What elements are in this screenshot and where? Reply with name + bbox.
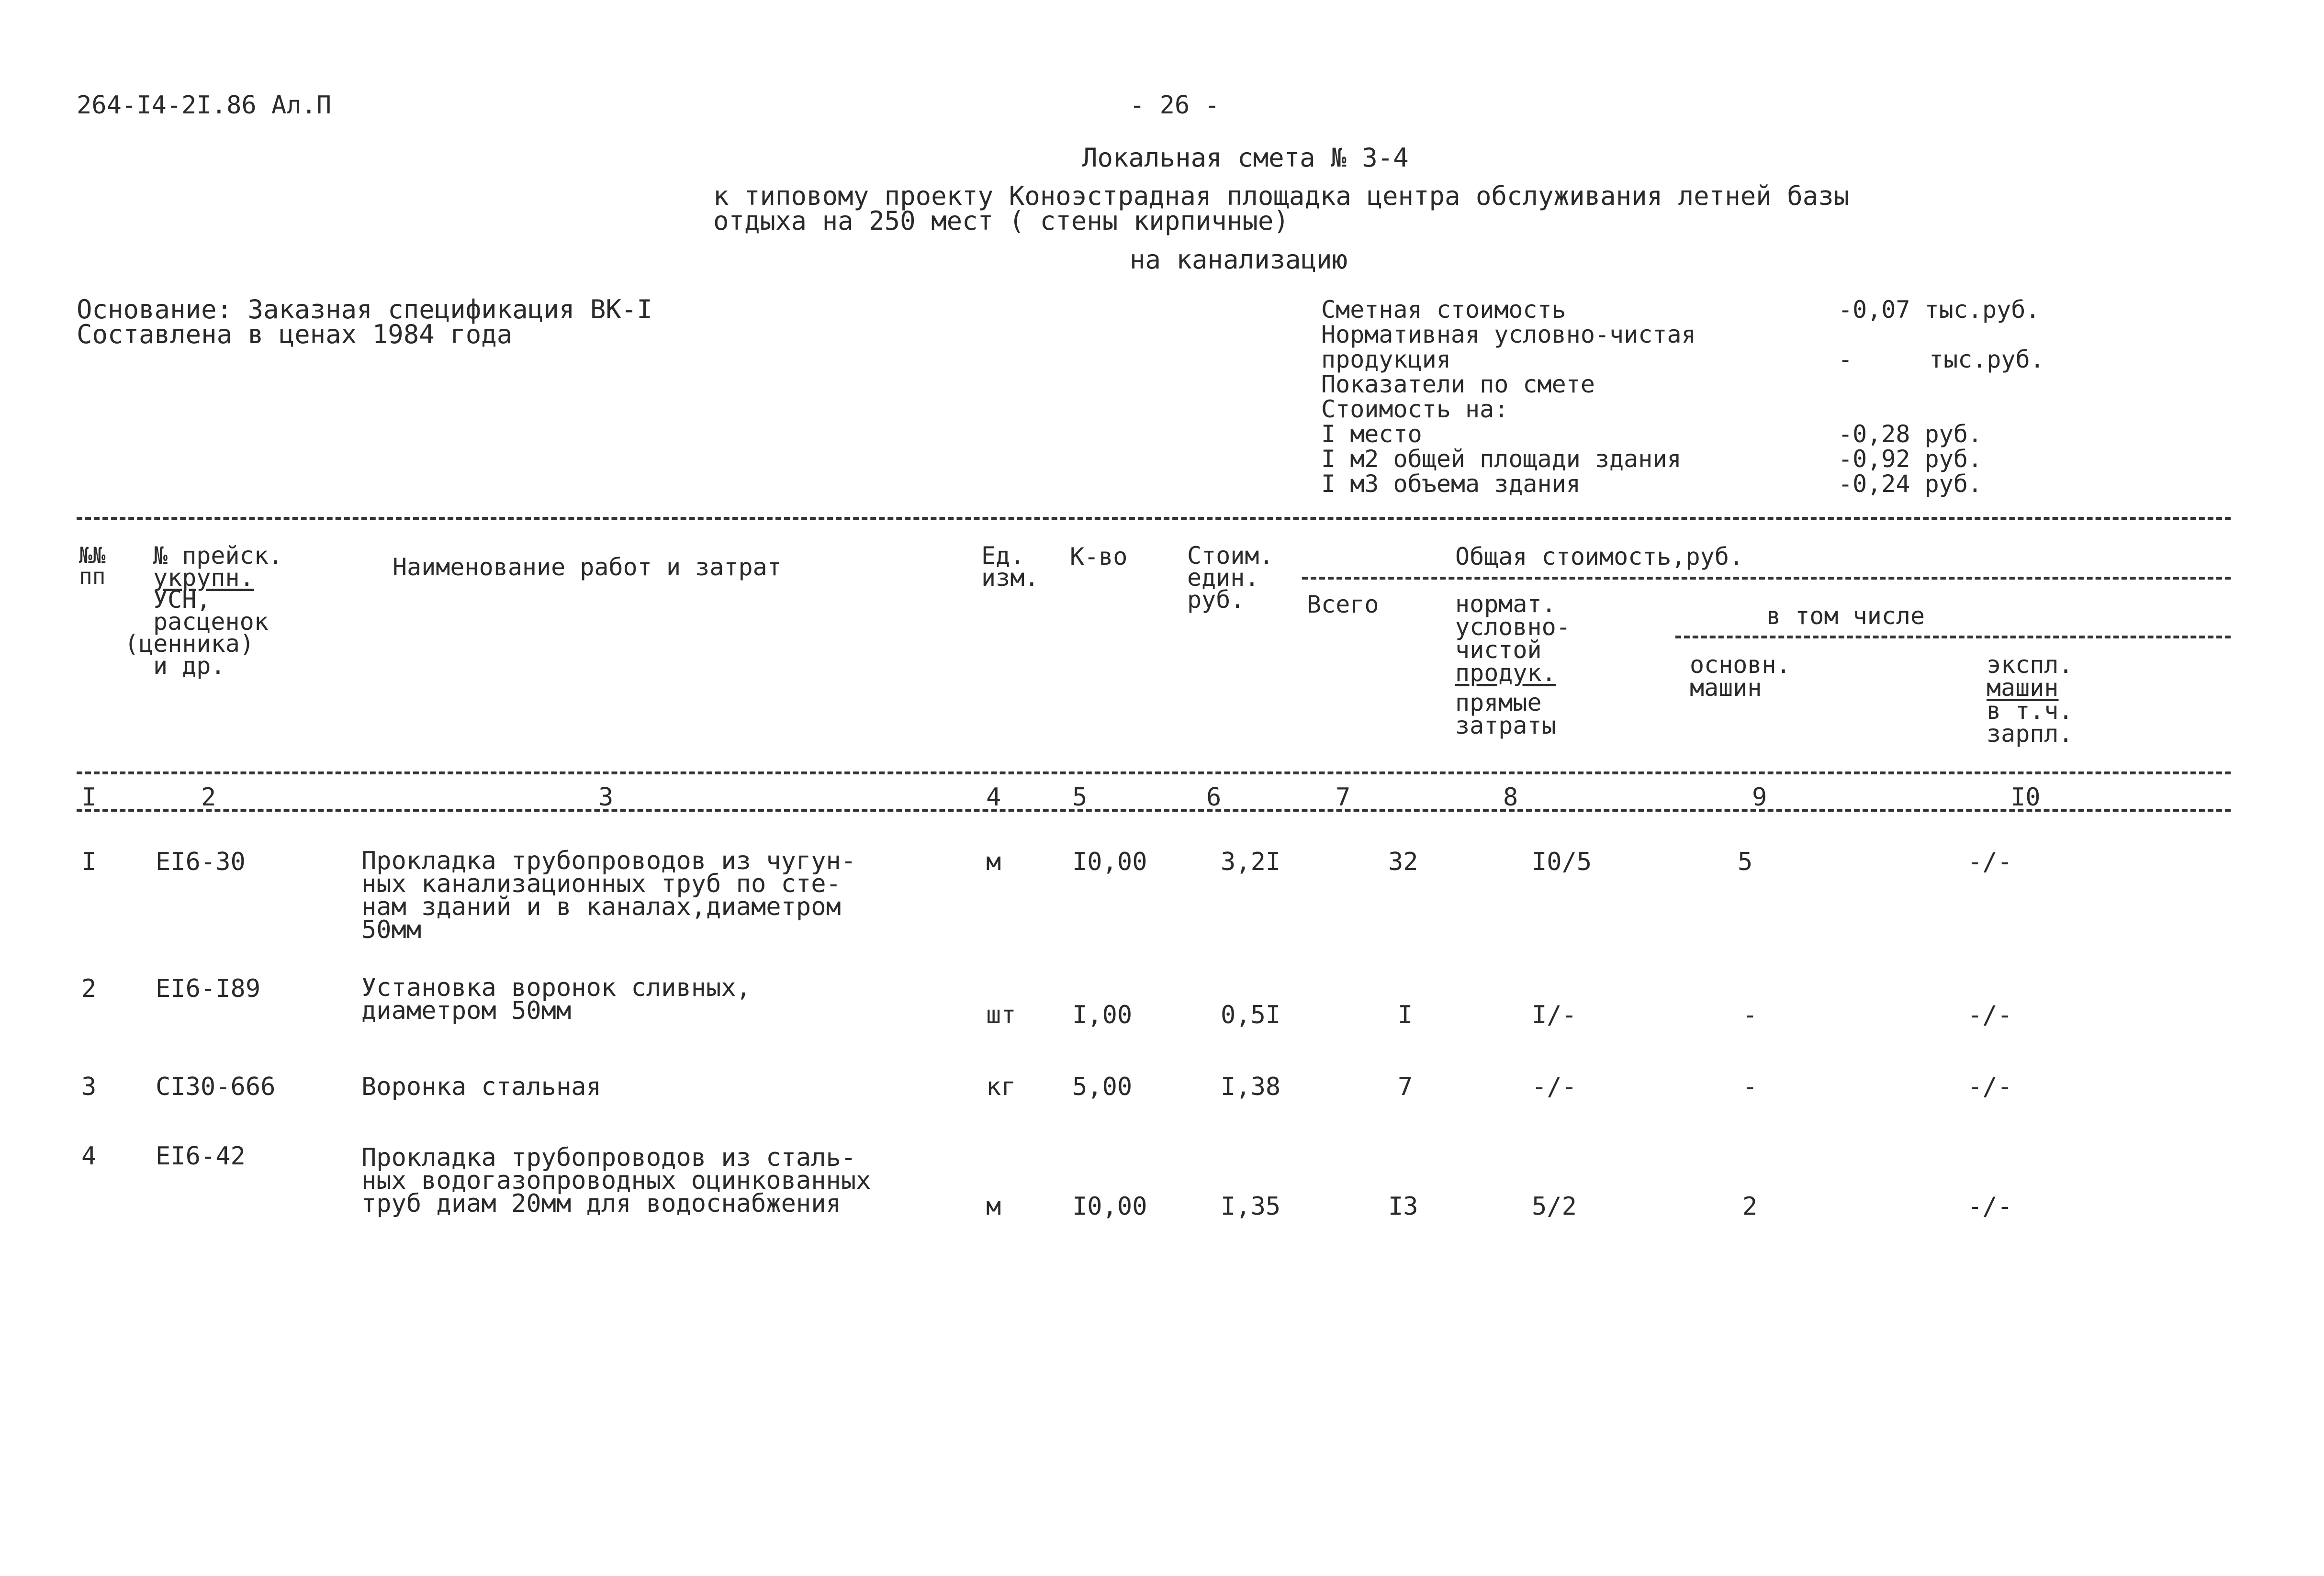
row-name: Установка воронок сливных, диаметром 50мм (361, 973, 751, 1025)
row-name: Прокладка трубопроводов из сталь- ных водогазопроводных оцинкованных труб диам 20мм для водоснабжения (361, 1143, 871, 1218)
row-number: I (81, 848, 97, 876)
row-qty: I0,00 (1072, 1192, 1147, 1221)
header-col7: Всего (1307, 591, 1379, 618)
estimate-title: Локальная смета № 3-4 (1082, 143, 1409, 173)
column-number: I0 (2010, 783, 2041, 812)
per-m3-label: I м3 объема здания (1321, 470, 1581, 498)
row-total: I3 (1388, 1192, 1418, 1221)
column-number: 8 (1503, 783, 1518, 812)
row-price: I,35 (1221, 1192, 1281, 1221)
row-code: EI6-I89 (156, 974, 261, 1003)
row-price: I,38 (1221, 1073, 1281, 1101)
row-machines: - (1742, 1001, 1758, 1029)
per-place-label: I место (1321, 420, 1422, 448)
normative-label-line2: продукция (1321, 346, 1451, 373)
table-top-rule (77, 517, 2231, 520)
total-cost-rule (1302, 577, 2231, 580)
row-machines: - (1742, 1073, 1758, 1101)
estimate-scope: на канализацию (1130, 245, 1348, 275)
row-name: Прокладка трубопроводов из чугун- ных канализационных труб по сте- нам зданий и в каналах,диаметром 50мм (361, 847, 856, 944)
row-operation: -/- (1967, 1073, 2012, 1101)
column-number: 7 (1336, 783, 1351, 812)
basis-line: Основание: Заказная спецификация ВК-I (77, 294, 652, 324)
including-rule (1675, 636, 2231, 638)
normative-value: - (1838, 346, 1853, 373)
row-direct: -/- (1532, 1073, 1577, 1101)
row-number: 3 (81, 1073, 97, 1101)
per-m2-value: -0,92 руб. (1838, 445, 1983, 473)
header-col2: № прейск. укрупн. УСН, расценок (ценника) и др. (124, 542, 283, 680)
row-operation: -/- (1967, 1001, 2012, 1029)
row-code: EI6-42 (156, 1142, 246, 1171)
column-number: 3 (598, 783, 614, 812)
row-operation: -/- (1967, 1192, 2012, 1221)
row-code: EI6-30 (156, 848, 246, 876)
header-col1: №№ пп (79, 542, 106, 589)
header-col4: Ед. изм. (981, 542, 1039, 592)
header-col10: экспл. машин в т.ч. зарпл. (1987, 651, 2073, 748)
row-machines: 2 (1742, 1192, 1758, 1221)
indicators-label: Показатели по смете (1321, 370, 1595, 398)
row-name: Воронка стальная (361, 1073, 601, 1101)
header-col3: Наименование работ и затрат (393, 553, 782, 581)
row-qty: I0,00 (1072, 848, 1147, 876)
header-col9: основн. машин (1690, 651, 1791, 702)
row-code: CI30-666 (156, 1073, 276, 1101)
header-total-cost: Общая стоимость,руб. (1455, 543, 1744, 570)
row-price: 0,5I (1221, 1001, 1281, 1029)
row-unit: кг (986, 1073, 1016, 1101)
column-number: 9 (1752, 783, 1767, 812)
row-unit: м (986, 1192, 1001, 1221)
column-number: 5 (1072, 783, 1088, 812)
page-number: - 26 - (1130, 91, 1220, 120)
column-number: 4 (986, 783, 1001, 812)
column-number: 6 (1206, 783, 1222, 812)
row-qty: 5,00 (1072, 1073, 1133, 1101)
column-number: I (81, 783, 97, 812)
row-price: 3,2I (1221, 848, 1281, 876)
column-numbers-rule (77, 809, 2231, 812)
row-machines: 5 (1738, 848, 1753, 876)
row-unit: шт (986, 1001, 1016, 1029)
per-m2-label: I м2 общей площади здания (1321, 445, 1682, 473)
header-col5: К-во (1070, 543, 1128, 570)
header-col8: нормат. условно- чистой продук. прямые затраты (1455, 590, 1571, 739)
per-m3-value: -0,24 руб. (1838, 470, 1983, 498)
estimated-cost-value: -0,07 тыс.руб. (1838, 296, 2040, 324)
price-base-line: Составлена в ценах 1984 года (77, 319, 513, 349)
header-including: в том числе (1766, 602, 1925, 630)
row-unit: м (986, 848, 1001, 876)
header-col6: Стоим. един. руб. (1187, 542, 1274, 614)
project-description-line2: отдыха на 250 мест ( стены кирпичные) (713, 206, 1289, 236)
project-description-line1: к типовому проекту Коноэстрадная площадка центра обслуживания летней базы (713, 181, 1850, 211)
column-number: 2 (201, 783, 216, 812)
estimated-cost-label: Сметная стоимость (1321, 296, 1566, 324)
row-qty: I,00 (1072, 1001, 1133, 1029)
row-total: 32 (1388, 848, 1418, 876)
row-operation: -/- (1967, 848, 2012, 876)
normative-unit: тыс.руб. (1929, 346, 2044, 373)
row-total: I (1398, 1001, 1413, 1029)
normative-label-line1: Нормативная условно-чистая (1321, 321, 1696, 348)
header-bottom-rule (77, 771, 2231, 774)
row-direct: I/- (1532, 1001, 1577, 1029)
row-number: 4 (81, 1142, 97, 1171)
cost-per-label: Стоимость на: (1321, 395, 1509, 423)
row-direct: 5/2 (1532, 1192, 1577, 1221)
row-number: 2 (81, 974, 97, 1003)
document-code: 264-I4-2I.86 Ал.П (77, 91, 332, 120)
row-total: 7 (1398, 1073, 1413, 1101)
row-direct: I0/5 (1532, 848, 1592, 876)
per-place-value: -0,28 руб. (1838, 420, 1983, 448)
